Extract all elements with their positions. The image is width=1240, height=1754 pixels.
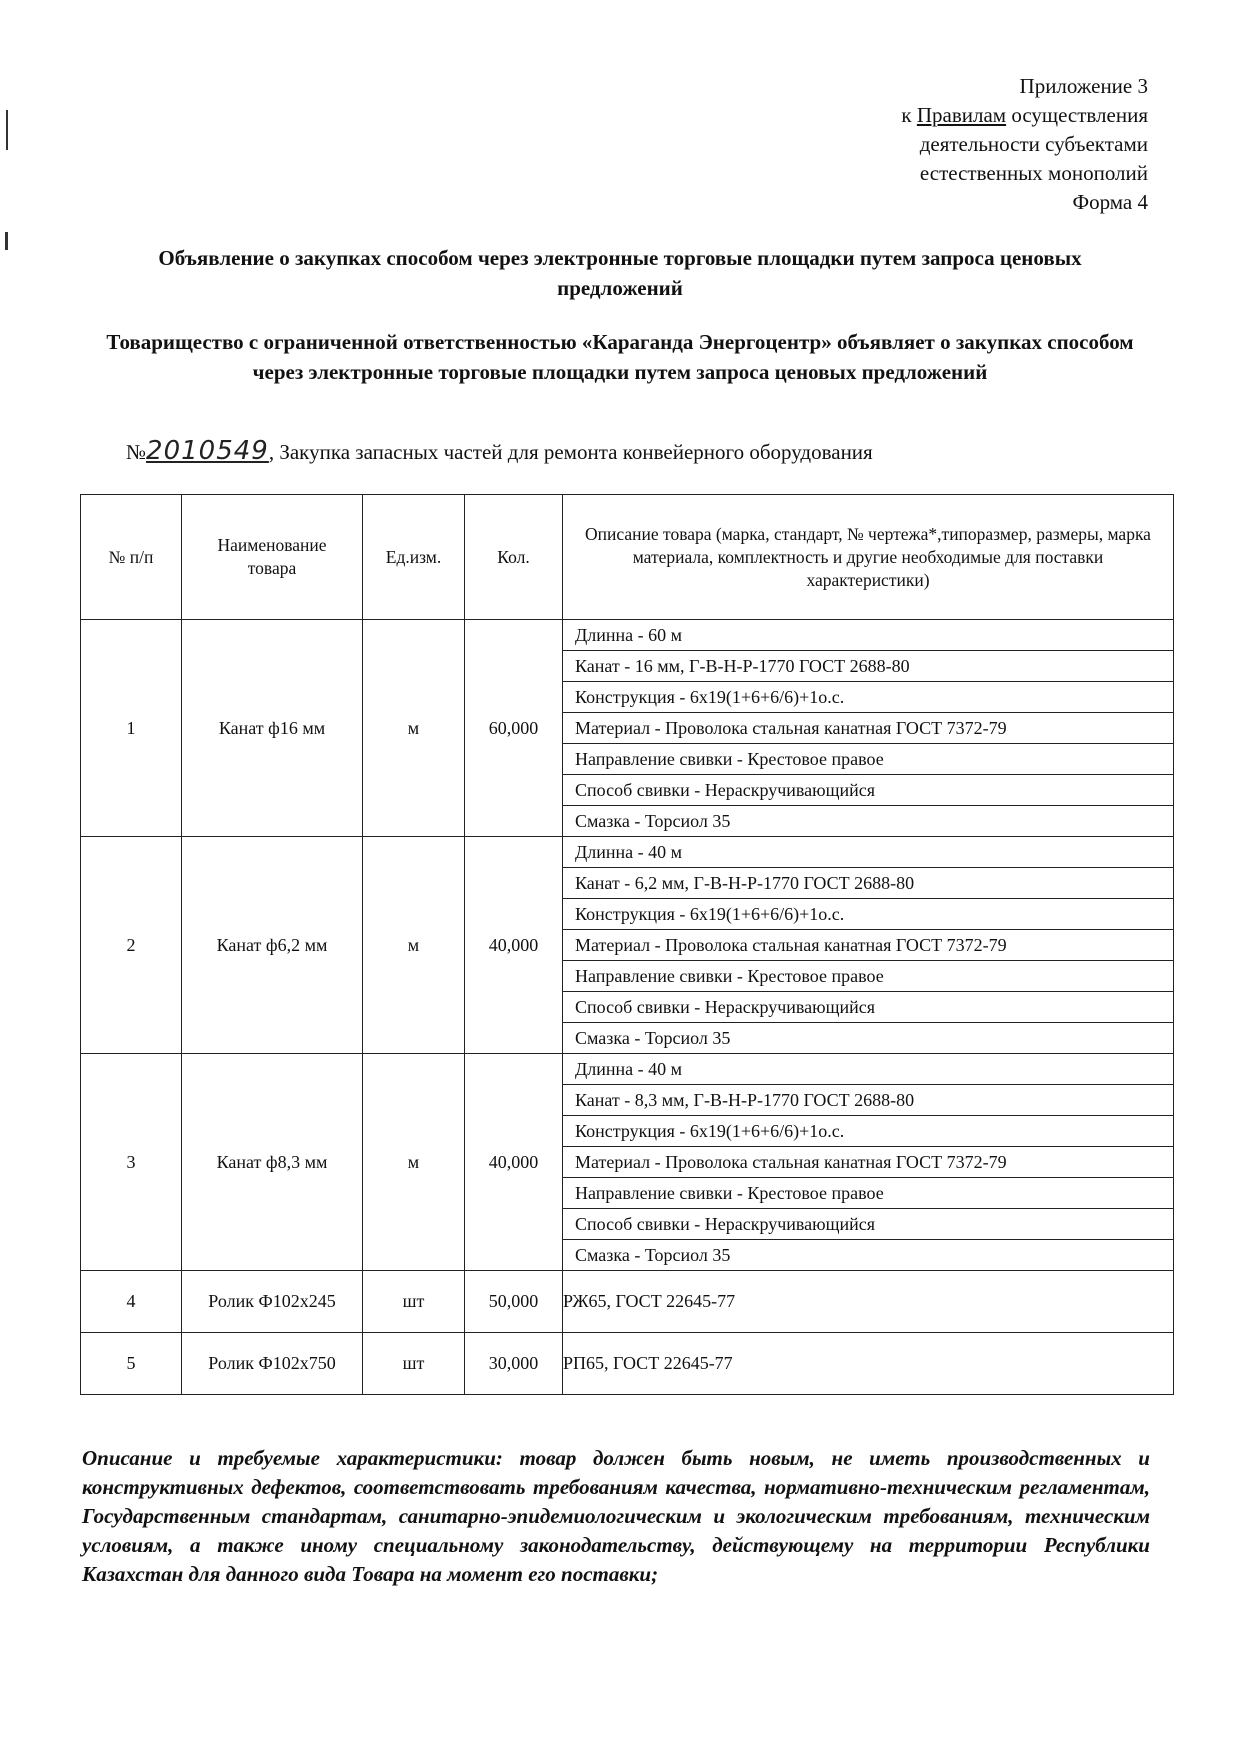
cell-desc [563,620,1174,837]
header-num: № п/п [81,495,182,620]
desc-line: Канат - 6,2 мм, Г-В-Н-Р-1770 ГОСТ 2688-80 [563,868,1173,899]
cell-unit: м [363,837,465,1054]
desc-line: Канат - 8,3 мм, Г-В-Н-Р-1770 ГОСТ 2688-80 [563,1085,1173,1116]
desc-line: Материал - Проволока стальная канатная ГОСТ 7372-79 [563,930,1173,961]
cell-desc: РЖ65, ГОСТ 22645-77 [563,1271,1174,1333]
company-announcement: Товарищество с ограниченной ответственностью «Караганда Энергоцентр» объявляет о закупках способом через электронные торговые площадки путем запроса ценовых предложений [106,330,1134,384]
cell-unit: шт [363,1333,465,1395]
table-row [81,1271,1174,1333]
header-qty: Кол. [465,495,563,620]
table-row [81,1054,1174,1271]
desc-line: Конструкция - 6х19(1+6+6/6)+1о.с. [563,899,1173,930]
desc-line: Способ свивки - Нераскручивающийся [563,1209,1173,1240]
cell-desc [563,1054,1174,1271]
desc-line: Смазка - Торсиол 35 [575,811,731,831]
appendix-header [728,72,1148,217]
scan-mark [5,232,8,250]
cell-name: Канат ф8,3 мм [182,1054,363,1271]
requirements-paragraph: Описание и требуемые характеристики: товар должен быть новым, не иметь производственных и конструктивных дефектов, соответствовать требованиям качества, нормативно-техническим регламентам, Государственным стандартам, санитарно-эпидемиологическим и экологическим требованиям, техническим условиям, а также иному специальному законодательству, действующему на территории Республики Казахстан для данного вида Товара на момент его поставки; [82,1446,1150,1586]
scan-mark [6,110,8,150]
desc-line: Конструкция - 6х19(1+6+6/6)+1о.с. [563,1116,1173,1147]
cell-num: 2 [81,837,182,1054]
cell-desc: РП65, ГОСТ 22645-77 [563,1333,1174,1395]
desc-line: Способ свивки - Нераскручивающийся [563,775,1173,806]
appendix-line: естественных монополий [919,161,1148,185]
desc-line: Направление свивки - Крестовое правое [563,744,1173,775]
cell-name: Ролик Ф102х245 [182,1271,363,1333]
cell-name: Ролик Ф102х750 [182,1333,363,1395]
appendix-rules-line: к Правилам осуществления [901,103,1148,127]
table-row [81,620,1174,837]
purchase-name: , Закупка запасных частей для ремонта конвейерного оборудования [268,440,873,464]
desc-line: Смазка - Торсиол 35 [575,1245,731,1265]
cell-desc [563,837,1174,1054]
appendix-line: деятельности субъектами [919,132,1148,156]
header-name: Наименование товара [182,495,363,620]
desc-line: Направление свивки - Крестовое правое [563,1178,1173,1209]
desc-line: Материал - Проволока стальная канатная ГОСТ 7372-79 [563,1147,1173,1178]
cell-unit: шт [363,1271,465,1333]
purchase-number: 2010549 [146,436,269,466]
rules-link[interactable]: Правилам [916,103,1007,127]
desc-line: Длинна - 40 м [563,1054,1173,1085]
header-unit: Ед.изм. [363,495,465,620]
desc-line: Канат - 16 мм, Г-В-Н-Р-1770 ГОСТ 2688-80 [563,651,1173,682]
appendix-number: Приложение 3 [1019,74,1148,98]
desc-line: Материал - Проволока стальная канатная ГОСТ 7372-79 [563,713,1173,744]
cell-unit: м [363,620,465,837]
cell-qty: 50,000 [465,1271,563,1333]
desc-line: Направление свивки - Крестовое правое [563,961,1173,992]
table-row [81,837,1174,1054]
cell-qty: 60,000 [465,620,563,837]
desc-line: Длинна - 40 м [563,837,1173,868]
purchase-line: №2010549, Закупка запасных частей для ремонта конвейерного оборудования [126,436,873,466]
cell-name: Канат ф16 мм [182,620,363,837]
cell-num: 1 [81,620,182,837]
table-row [81,1333,1174,1395]
desc-line: Смазка - Торсиол 35 [575,1028,731,1048]
table-header-row [81,495,1174,620]
document-title: Объявление о закупках способом через электронные торговые площадки путем запроса ценовых предложений [158,246,1082,300]
cell-num: 4 [81,1271,182,1333]
cell-qty: 40,000 [465,837,563,1054]
desc-line: Конструкция - 6х19(1+6+6/6)+1о.с. [563,682,1173,713]
cell-name: Канат ф6,2 мм [182,837,363,1054]
form-number: Форма 4 [1072,190,1148,214]
cell-qty: 40,000 [465,1054,563,1271]
cell-unit: м [363,1054,465,1271]
goods-table [80,494,1174,1395]
cell-qty: 30,000 [465,1333,563,1395]
header-desc: Описание товара (марка, стандарт, № чертежа*,типоразмер, размеры, марка материала, комплектность и другие необходимые для поставки характеристики) [563,495,1174,620]
cell-num: 5 [81,1333,182,1395]
cell-num: 3 [81,1054,182,1271]
desc-line: Способ свивки - Нераскручивающийся [563,992,1173,1023]
desc-line: Длинна - 60 м [563,620,1173,651]
